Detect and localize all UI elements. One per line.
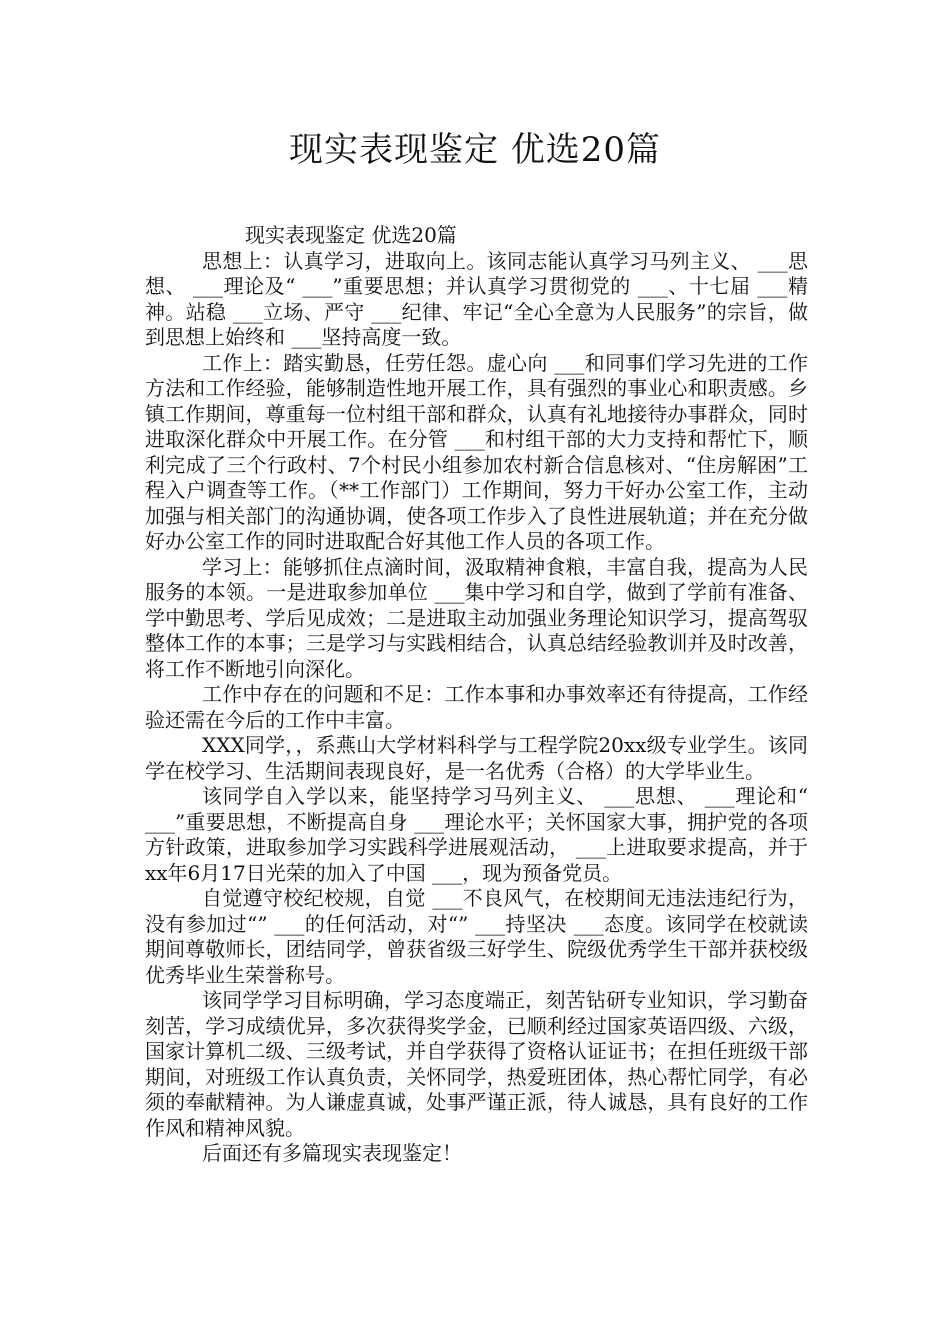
paragraph-student-politics: 该同学自入学以来，能坚持学习马列主义、 ___思想、 ___理论和“ ___”重要思想，不断提高自身 ___理论水平；关怀国家大事，拥护党的各项方针政策，进取参加学习实践科学进展观活动， ___上进取要求提高，并于xx年6月17日光荣的加入了中国 ___，现为预备党员。 <box>145 784 808 885</box>
document-body <box>145 223 808 1167</box>
document-subtitle: 现实表现鉴定 优选20篇 <box>245 223 457 247</box>
paragraph-student-intro: XXX同学，，系燕山大学材料科学与工程学院20xx级专业学生。该同学在校学习、生活期间表现良好，是一名优秀（合格）的大学毕业生。 <box>145 733 808 783</box>
paragraph-more-note: 后面还有多篇现实表现鉴定！ <box>202 1141 462 1165</box>
document-title: 现实表现鉴定 优选20篇 <box>288 130 662 170</box>
paragraph-shortcomings: 工作中存在的问题和不足：工作本事和办事效率还有待提高，工作经验还需在今后的工作中丰富。 <box>145 682 808 732</box>
paragraph-work: 工作上：踏实勤恳，任劳任怨。虚心向 ___和同事们学习先进的工作方法和工作经验，能够制造性地开展工作，具有强烈的事业心和职责感。乡镇工作期间，尊重每一位村组干部和群众，认真有礼地接待办事群众，同时进取深化群众中开展工作。在分管 ___和村组干部的大力支持和帮忙下，顺利完成了三个行政村、7个村民小组参加农村新合信息核对、“住房解困”工程入户调查等工作。（**工作部门）工作期间，努力干好办公室工作，主动加强与相关部门的沟通协调，使各项工作步入了良性进展轨道；并在充分做好办公室工作的同时进取配合好其他工作人员的各项工作。 <box>145 350 808 553</box>
paragraph-study: 学习上：能够抓住点滴时间，汲取精神食粮，丰富自我，提高为人民服务的本领。一是进取参加单位 ___集中学习和自学，做到了学前有准备、学中勤思考、学后见成效；二是进取主动加强业务理论知识学习，提高驾驭整体工作的本事；三是学习与实践相结合，认真总结经验教训并及时改善，将工作不断地引向深化。 <box>145 554 808 681</box>
paragraph-thought: 思想上：认真学习，进取向上。该同志能认真学习马列主义、 ___思想、 ___理论及“ ___”重要思想；并认真学习贯彻党的 ___、十七届 ___精神。站稳 ___立场、严守 ___纪律、牢记“全心全意为人民服务”的宗旨，做到思想上始终和 ___坚持高度一致。 <box>145 248 808 349</box>
paragraph-student-discipline: 自觉遵守校纪校规，自觉 ___不良风气，在校期间无违法违纪行为，没有参加过“” ___的任何活动，对“” ___持坚决 ___态度。该同学在校就读期间尊敬师长，团结同学，曾获省级三好学生、院级优秀学生干部并获校级优秀毕业生荣誉称号。 <box>145 886 808 987</box>
paragraph-student-study: 该同学学习目标明确，学习态度端正，刻苦钻研专业知识，学习勤奋刻苦，学习成绩优异，多次获得奖学金，已顺利经过国家英语四级、六级，国家计算机二级、三级考试，并自学获得了资格认证证书；在担任班级干部期间，对班级工作认真负责，关怀同学，热爱班团体，热心帮忙同学，有必须的奉献精神。为人谦虚真诚，处事严谨正派，待人诚恳，具有良好的工作作风和精神风貌。 <box>145 988 808 1140</box>
